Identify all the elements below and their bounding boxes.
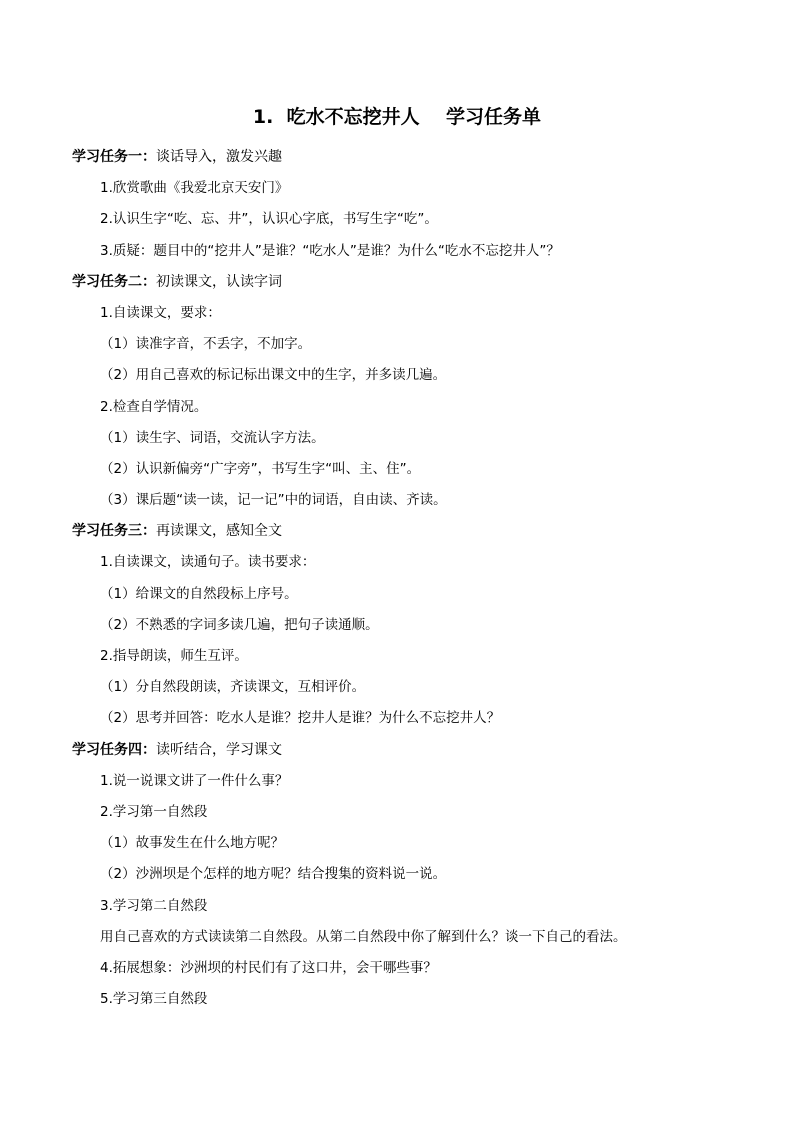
list-item: （1）分自然段朗读，齐读课文，互相评价。: [100, 679, 366, 696]
document-body: [72, 142, 732, 1015]
list-item: （2）沙洲坝是个怎样的地方呢？结合搜集的资料说一说。: [100, 866, 447, 883]
section-text: 谈话导入，激发兴趣: [156, 149, 282, 165]
section-label: 学习任务三：: [72, 523, 156, 540]
list-item: （3）课后题“读一读，记一记”中的词语，自由读、齐读。: [100, 492, 447, 509]
list-item: 2.检查自学情况。: [100, 398, 208, 415]
list-item: （1）读准字音，不丢字，不加字。: [100, 336, 312, 353]
list-item: （1）读生字、词语，交流认字方法。: [100, 429, 325, 446]
list-item: 5.学习第三自然段: [100, 991, 208, 1008]
section-text: 初读课文，认读字词: [156, 273, 282, 290]
list-item: 2.指导朗读，师生互评。: [100, 648, 248, 664]
list-item: 3.质疑：题目中的“挖井人”是谁？“吃水人”是谁？为什么“吃水不忘挖井人”？: [100, 242, 560, 259]
list-item: 2.认识生字“吃、忘、井”，认识心字底，书写生字“吃”。: [100, 211, 438, 228]
list-item: （2）用自己喜欢的标记标出课文中的生字，并多读几遍。: [100, 367, 447, 384]
list-item: 4.拓展想象：沙洲坝的村民们有了这口井，会干哪些事？: [100, 959, 437, 976]
list-item: 1.欣赏歌曲《我爱北京天安门》: [100, 180, 289, 197]
section-label: 学习任务四：: [72, 741, 156, 758]
list-item: 2.学习第一自然段: [100, 803, 208, 820]
section-heading: [72, 142, 732, 173]
section-heading: [72, 267, 732, 298]
list-item: （2）思考并回答：吃水人是谁？挖井人是谁？为什么不忘挖井人？: [100, 710, 501, 727]
list-item: 1.说一说课文讲了一件什么事？: [100, 772, 289, 789]
list-item: 用自己喜欢的方式读读第二自然段。从第二自然段中你了解到什么？谈一下自己的看法。: [100, 928, 627, 945]
list-item: （1）故事发生在什么地方呢？: [100, 835, 285, 852]
list-item: 3.学习第二自然段: [100, 897, 208, 914]
list-item: 1.自读课文，读通句子。读书要求：: [100, 554, 316, 571]
section-text: 读听结合，学习课文: [156, 741, 282, 758]
section-heading: [72, 516, 732, 547]
section-heading: [72, 735, 732, 766]
list-item: （1）给课文的自然段标上序号。: [100, 585, 298, 602]
list-item: （2）认识新偏旁“广字旁”，书写生字“叫、主、住”。: [100, 460, 421, 477]
list-item: （2）不熟悉的字词多读几遍，把句子读通顺。: [100, 616, 379, 633]
page-title: 1. 吃水不忘挖井人 学习任务单: [252, 106, 542, 128]
section-label: 学习任务一：: [72, 149, 156, 165]
list-item: 1.自读课文，要求：: [100, 304, 221, 321]
section-text: 再读课文，感知全文: [156, 523, 282, 540]
section-label: 学习任务二：: [72, 273, 156, 290]
